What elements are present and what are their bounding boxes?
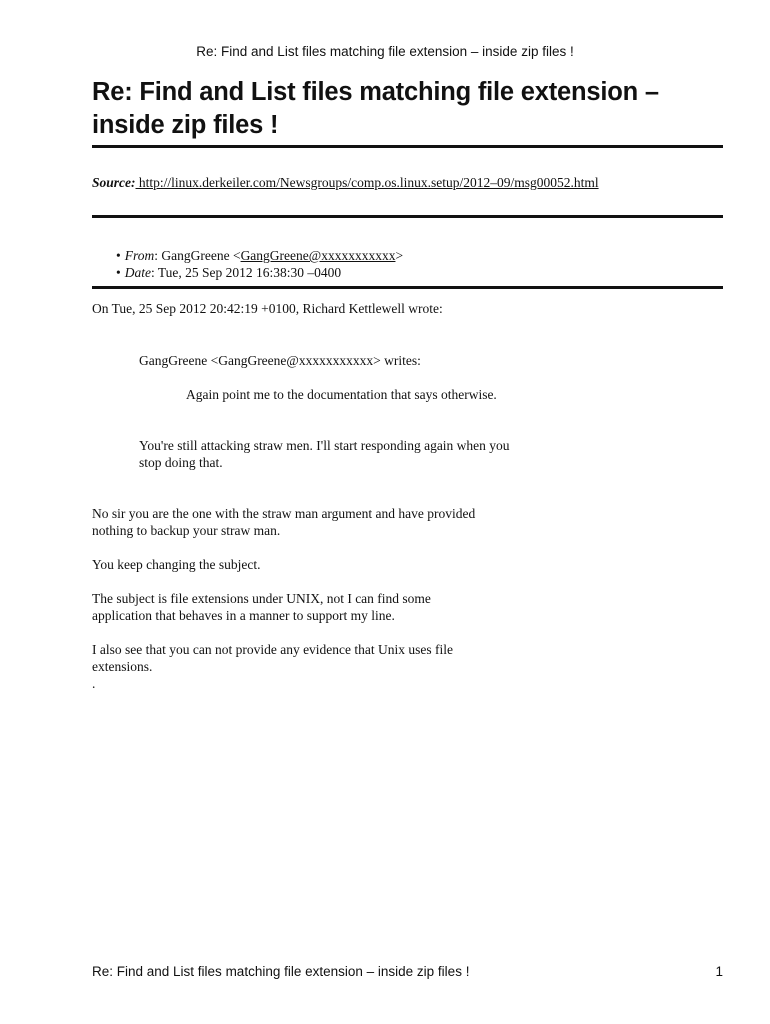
page-title <box>92 76 732 142</box>
from-label: From <box>124 248 155 263</box>
quote-paragraph <box>139 437 510 471</box>
quote-line: stop doing that. <box>139 455 223 470</box>
from-close: > <box>395 248 404 263</box>
source-line <box>92 175 599 191</box>
from-email-link[interactable]: GangGreene@xxxxxxxxxxx <box>240 248 396 263</box>
footer-title: Re: Find and List files matching file extension – inside zip files ! <box>92 964 470 979</box>
page-number: 1 <box>715 964 723 979</box>
body-line: . <box>92 676 96 691</box>
source-label: Source: <box>92 175 136 190</box>
page-title-line-2: inside zip files ! <box>92 111 279 139</box>
quote-attribution: GangGreene <GangGreene@xxxxxxxxxxx> writes: <box>139 353 421 368</box>
divider <box>92 286 723 289</box>
body-paragraph <box>92 641 453 692</box>
body-paragraph <box>92 505 475 539</box>
body-line: nothing to backup your straw man. <box>92 523 281 538</box>
body-line: extensions. <box>92 659 153 674</box>
body-line: application that behaves in a manner to support my line. <box>92 608 395 623</box>
meta-from <box>116 247 403 264</box>
date-value: : Tue, 25 Sep 2012 16:38:30 –0400 <box>150 265 342 280</box>
divider <box>92 215 723 218</box>
body-line: I also see that you can not provide any evidence that Unix uses file <box>92 642 454 657</box>
from-name: : GangGreene < <box>154 248 241 263</box>
date-label: Date <box>124 265 151 280</box>
source-link[interactable]: http://linux.derkeiler.com/Newsgroups/comp.os.linux.setup/2012–09/msg00052.html <box>135 175 599 190</box>
divider <box>92 145 723 148</box>
body-paragraph: You keep changing the subject. <box>92 557 261 572</box>
meta-date <box>116 264 403 281</box>
body-line: The subject is file extensions under UNIX, not I can find some <box>92 591 431 606</box>
nested-quote: Again point me to the documentation that says otherwise. <box>186 387 497 402</box>
page-title-line-1: Re: Find and List files matching file extension – <box>92 78 659 106</box>
quote-line: You're still attacking straw men. I'll start responding again when you <box>139 438 510 453</box>
running-header: Re: Find and List files matching file extension – inside zip files ! <box>196 44 574 59</box>
attribution-line: On Tue, 25 Sep 2012 20:42:19 +0100, Richard Kettlewell wrote: <box>92 301 443 316</box>
body-line: No sir you are the one with the straw man argument and have provided <box>92 506 476 521</box>
body-paragraph <box>92 590 431 624</box>
message-meta-list <box>116 247 403 281</box>
